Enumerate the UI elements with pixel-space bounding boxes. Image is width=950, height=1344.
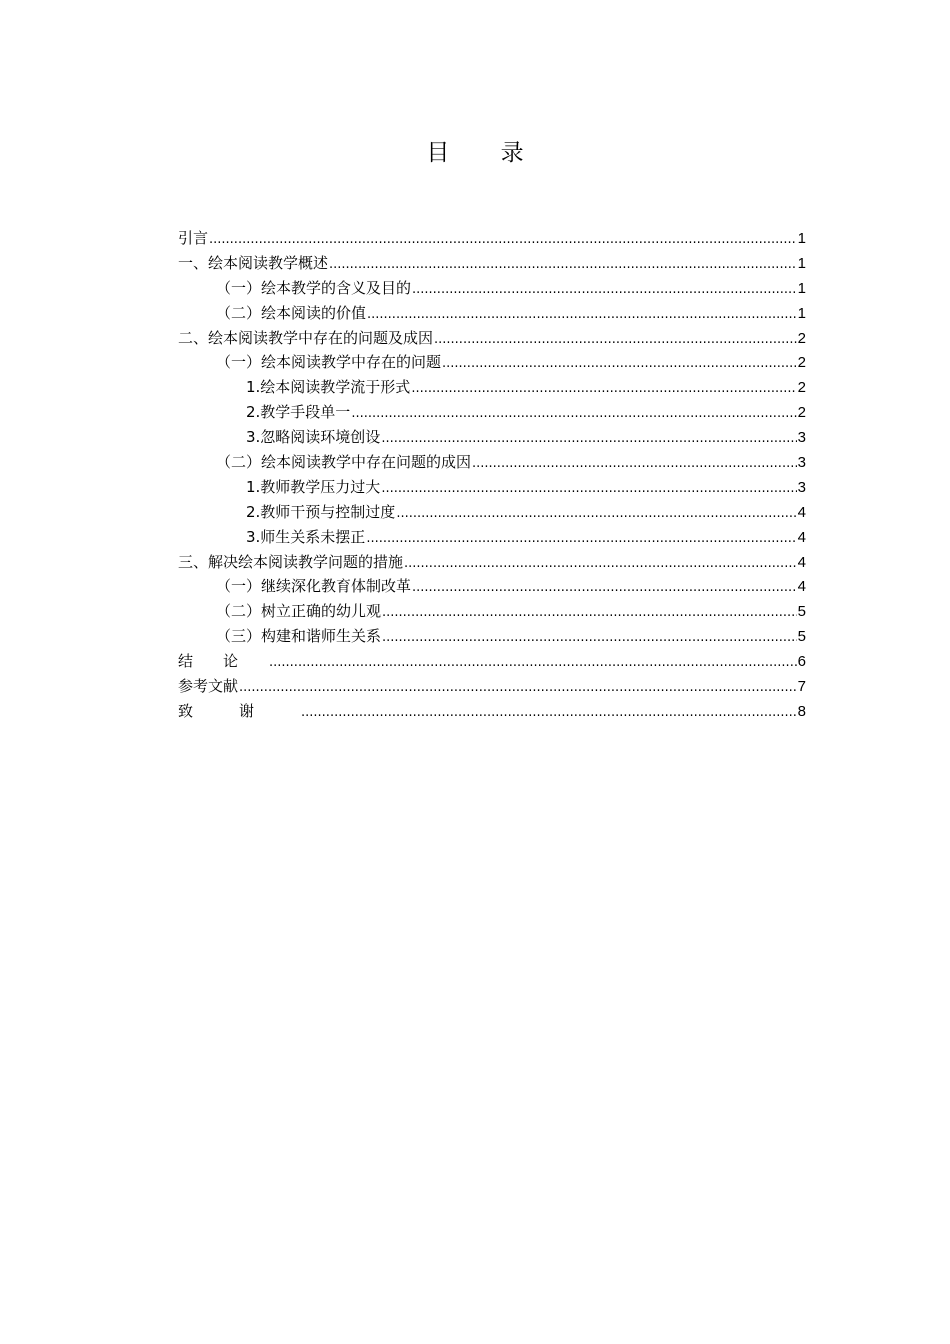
table-of-contents (178, 226, 806, 724)
toc-leader-dots (209, 228, 797, 253)
toc-entry[interactable] (178, 350, 806, 375)
toc-entry-text: （一）绘本教学的含义及目的 (216, 278, 412, 297)
toc-entry-text: 引言 (178, 229, 209, 247)
toc-leader-dots (301, 701, 797, 726)
toc-entry[interactable] (178, 699, 806, 724)
toc-leader-dots (442, 352, 797, 377)
toc-entry-text: 3.忽略阅读环境创设 (246, 428, 381, 447)
toc-entry-page: 6 (797, 653, 806, 671)
toc-leader-dots (412, 576, 797, 601)
toc-entry-text: （一）绘本阅读教学中存在的问题 (216, 353, 442, 372)
toc-entry[interactable] (178, 500, 806, 525)
toc-leader-dots (366, 527, 796, 552)
toc-entry-text: （二）绘本阅读的价值 (216, 303, 367, 322)
toc-entry-text: 三、解决绘本阅读教学问题的措施 (178, 552, 404, 571)
toc-entry-page: 2 (797, 354, 806, 372)
toc-leader-dots (411, 377, 796, 402)
toc-entry-page: 5 (797, 628, 806, 646)
toc-entry[interactable] (178, 624, 806, 649)
toc-entry-text: 2.教师干预与控制过度 (246, 502, 396, 521)
toc-leader-dots (239, 676, 797, 701)
toc-entry-page: 2 (797, 379, 806, 397)
toc-title: 目 录 (426, 140, 546, 166)
toc-entry-page: 1 (797, 254, 806, 272)
toc-entry[interactable] (178, 301, 806, 326)
toc-leader-dots (351, 402, 796, 427)
toc-entry-page: 4 (797, 553, 806, 571)
toc-entry-text: 二、绘本阅读教学中存在的问题及成因 (178, 328, 434, 347)
toc-entry-text: （二）树立正确的幼儿观 (216, 602, 382, 621)
toc-entry[interactable] (178, 550, 806, 575)
toc-entry-text: （一）继续深化教育体制改革 (216, 577, 412, 596)
toc-leader-dots (434, 328, 797, 353)
toc-entry-page: 1 (797, 279, 806, 297)
toc-entry-text: （三）构建和谐师生关系 (216, 627, 382, 646)
toc-entry[interactable] (178, 450, 806, 475)
toc-entry-page: 1 (797, 304, 806, 322)
toc-entry[interactable] (178, 326, 806, 351)
toc-leader-dots (269, 651, 797, 676)
toc-entry[interactable] (178, 400, 806, 425)
toc-entry[interactable] (178, 649, 806, 674)
toc-leader-dots (472, 452, 797, 477)
toc-entry-text: 参考文献 (178, 677, 239, 696)
toc-leader-dots (396, 502, 796, 527)
toc-entry-text: 结论 (178, 652, 269, 671)
toc-leader-dots (329, 253, 797, 278)
toc-entry-text: 一、绘本阅读教学概述 (178, 253, 329, 272)
toc-entry-page: 7 (797, 678, 806, 696)
toc-entry-page: 2 (797, 329, 806, 347)
toc-entry[interactable] (178, 599, 806, 624)
toc-entry[interactable] (178, 525, 806, 550)
toc-leader-dots (382, 601, 797, 626)
toc-entry-page: 4 (797, 528, 806, 546)
toc-entry-text: 3.师生关系未摆正 (246, 527, 366, 546)
toc-entry-text: （二）绘本阅读教学中存在问题的成因 (216, 453, 472, 472)
toc-entry-page: 1 (797, 230, 806, 247)
toc-leader-dots (404, 552, 797, 577)
toc-entry-text: 1.教师教学压力过大 (246, 477, 381, 496)
toc-leader-dots (381, 477, 796, 502)
toc-entry-page: 8 (797, 702, 806, 720)
toc-entry-page: 5 (797, 603, 806, 621)
toc-leader-dots (367, 303, 797, 328)
toc-entry-page: 2 (797, 404, 806, 422)
toc-entry-page: 3 (797, 478, 806, 496)
toc-entry-page: 3 (797, 429, 806, 447)
toc-entry[interactable] (178, 375, 806, 400)
toc-leader-dots (381, 427, 796, 452)
toc-entry-page: 4 (797, 578, 806, 596)
toc-entry[interactable] (178, 226, 806, 251)
toc-entry-page: 3 (797, 454, 806, 472)
toc-entry[interactable] (178, 251, 806, 276)
toc-entry-page: 4 (797, 503, 806, 521)
toc-entry[interactable] (178, 674, 806, 699)
toc-entry-text: 1.绘本阅读教学流于形式 (246, 378, 411, 397)
toc-entry-text: 2.教学手段单一 (246, 403, 351, 422)
toc-entry[interactable] (178, 276, 806, 301)
toc-entry[interactable] (178, 475, 806, 500)
toc-entry[interactable] (178, 574, 806, 599)
toc-leader-dots (382, 626, 797, 651)
toc-entry-text: 致谢 (178, 701, 301, 720)
toc-leader-dots (412, 278, 797, 303)
toc-entry[interactable] (178, 425, 806, 450)
